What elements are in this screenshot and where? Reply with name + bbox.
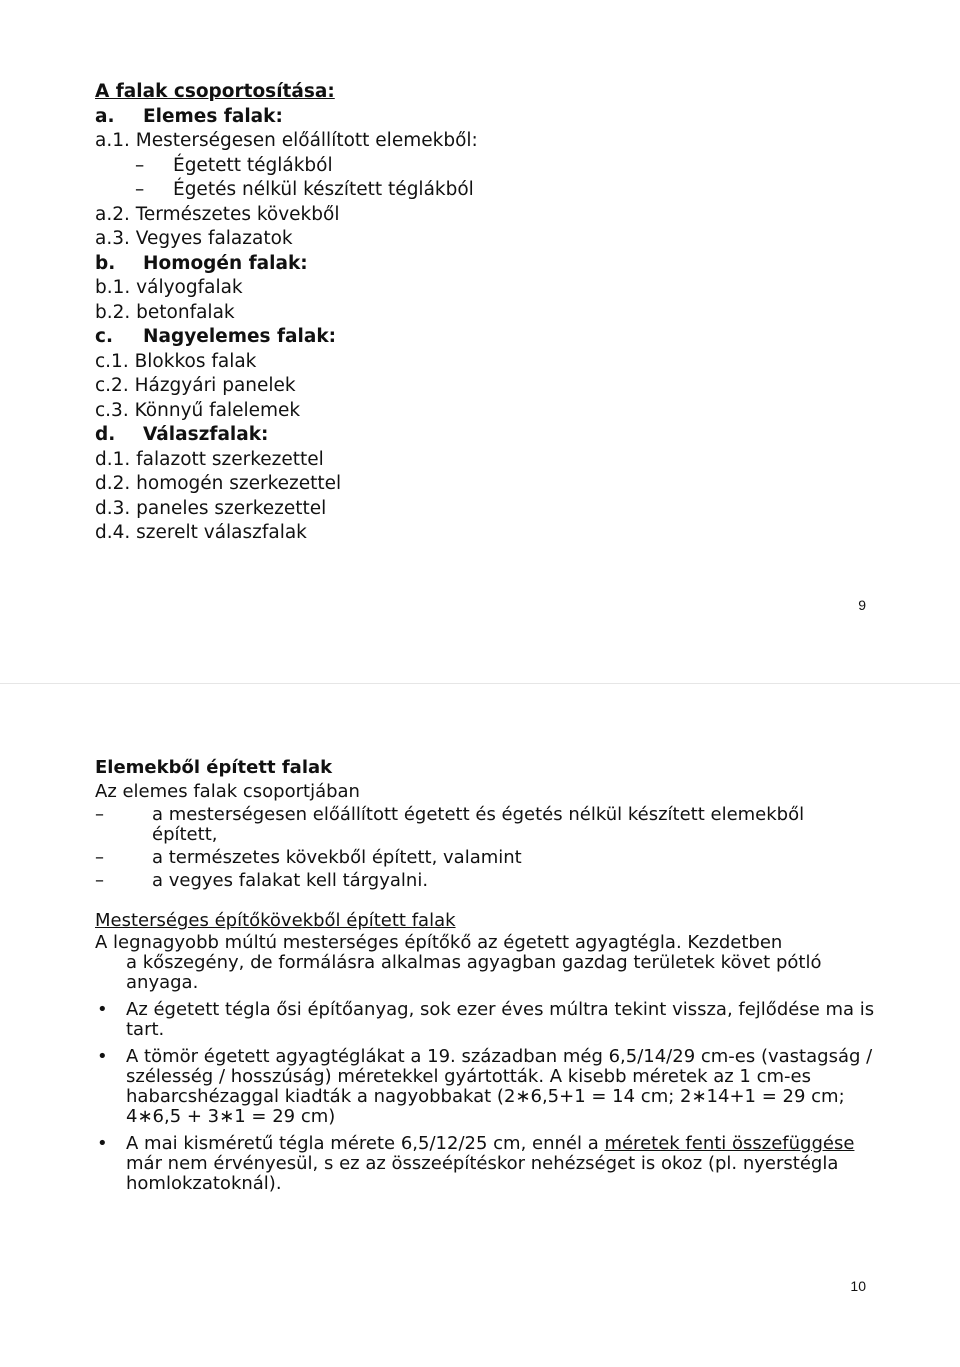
outline-item-b1: b.1. vályogfalak (95, 277, 243, 298)
page-number: 10 (850, 1278, 866, 1294)
slide-wall-classification (0, 0, 960, 683)
outline-item-a: a. Elemes falak: (95, 105, 283, 127)
bullet-list-item: • A mai kisméretű tégla mérete 6,5/12/25 cm, ennél a méretek fenti összefüggése már nem érvényesül, s ez az összeépítéskor nehézséget is okoz (pl. nyerstégla homlokzatoknál). (97, 1133, 855, 1194)
outline-item-c2: c.2. Házgyári panelek (95, 375, 296, 396)
outline-item-d: d. Válaszfalak: (95, 424, 269, 445)
outline-item-a1: a.1. Mesterségesen előállított elemekből: (95, 130, 478, 151)
bullet-list-item: • Az égetett tégla ősi építőanyag, sok ezer éves múltra tekint vissza, fejlődése ma is tart. (97, 999, 875, 1040)
classification-outline (95, 80, 855, 546)
outline-item-a3: a.3. Vegyes falazatok (95, 228, 293, 249)
intro-text: Az elemes falak csoportjában (95, 781, 360, 802)
outline-subitem: – Égetett téglákból (135, 154, 333, 176)
dash-list-item: – a mesterségesen előállított égetett és égetés nélkül készített elemekből épített, (95, 804, 805, 845)
slide-element-walls (0, 683, 960, 1367)
outline-item-d4: d.4. szerelt válaszfalak (95, 522, 307, 543)
slide-heading: Elemekből épített falak (95, 757, 333, 778)
outline-item-c1: c.1. Blokkos falak (95, 350, 257, 372)
page-number: 9 (858, 597, 866, 613)
outline-item-d2: d.2. homogén szerkezettel (95, 473, 342, 494)
dash-list-item: – a vegyes falakat kell tárgyalni. (95, 870, 429, 891)
outline-item-d3: d.3. paneles szerkezettel (95, 497, 327, 519)
outline-item-c3: c.3. Könnyű falelemek (95, 399, 301, 421)
dash-list-item: – a természetes kövekből épített, valamint (95, 847, 522, 868)
outline-subitem: – Égetés nélkül készített téglákból (135, 179, 474, 200)
section-title: Mesterséges építőkövekből épített falak (95, 910, 456, 931)
outline-item-c: c. Nagyelemes falak: (95, 326, 337, 347)
underlined-phrase: méretek fenti összefüggése (604, 1133, 855, 1154)
outline-item-b: b. Homogén falak: (95, 252, 308, 274)
outline-item-a2: a.2. Természetes kövekből (95, 203, 340, 225)
bullet-list-item: • A tömör égetett agyagtéglákat a 19. században még 6,5/14/29 cm-es (vastagság / szélesség / hosszúság) méretekkel gyártották. A kisebb méretek az 1 cm-es habarcshézaggal kiadták a nagyobbakat (2∗6,5+1 = 14 cm; 2∗14+1 = 29 cm; 4∗6,5 + 3∗1 = 29 cm) (97, 1046, 873, 1127)
intro-paragraph: A legnagyobb múltú mesterséges építőkő az égetett agyagtégla. Kezdetben a kőszegény, de formálásra alkalmas agyagban gazdag területek követ pótló anyaga. (95, 932, 822, 993)
outline-item-d1: d.1. falazott szerkezettel (95, 448, 324, 470)
slide-title: A falak csoportosítása: (95, 81, 335, 102)
outline-item-b2: b.2. betonfalak (95, 301, 235, 323)
slide-body (95, 758, 875, 1194)
